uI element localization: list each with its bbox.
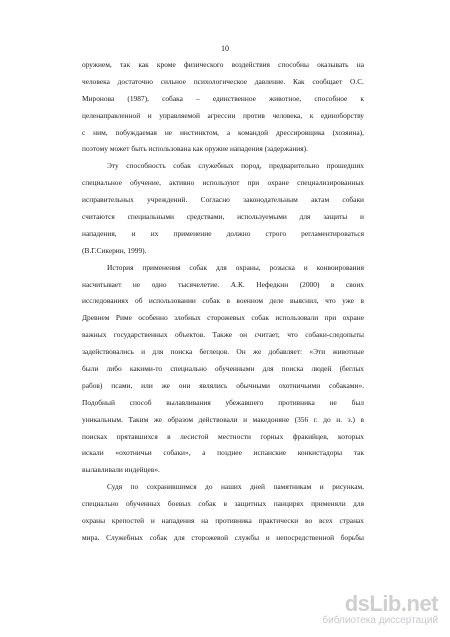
text-line: Древнем Риме особенно злобных сторожевых собак использовали при охране [82, 313, 364, 323]
text-line: нападения, и их применение должно строго регламентироваться [82, 228, 364, 238]
paragraph-4 [82, 479, 364, 547]
text-line: специально обученных боевых собак в защитных панцирях применяли для [82, 499, 364, 509]
text-line: Судя по сохранившимся до наших дней памятникам и рисункам, [107, 482, 364, 492]
text-line: оружием, так как кроме физического воздействия способны оказывать на [82, 60, 364, 69]
text-line: История применения собак для охраны, розыска и конвоирования [107, 262, 364, 272]
text-line: Эту способность собак служебных пород, предварительно прошедших [107, 161, 364, 171]
text-line: с ним, побуждаемая не инстинктом, а командой дрессировщика (хозяина), [82, 127, 364, 137]
text-line: задействовались и для поиска беглецов. Он же добавляет: «Эти животные [82, 347, 364, 357]
text-line: мира. Служебных собак для сторожевой службы и непосредственной борьбы [82, 532, 364, 542]
watermark-logo-dot: . [400, 591, 407, 616]
watermark-logo-main: dsLib [344, 591, 401, 616]
dslib-watermark [318, 593, 438, 629]
text-line: Подобный способ вылавливания убежавшего противника не был [82, 397, 364, 407]
watermark-logo [345, 593, 438, 615]
text-line: Миронова (1987), собака – единственное животное, способное к [82, 93, 364, 103]
text-line: поисках прятавшихся в лесистой местности горных фракийцев, которых [82, 431, 364, 441]
text-line: вылавливали индейцев». [82, 465, 160, 475]
paragraph-1 [82, 57, 364, 158]
text-line: важных государственных объектов. Также он считает, что собаки-следопыты [82, 330, 364, 340]
text-line: считаются специальными средствами, используемыми для защиты и [82, 212, 364, 222]
text-line: исправительных учреждений. Согласно законодательным актам собаки [82, 195, 364, 205]
text-line: (В.Г.Сикерин, 1999). [82, 245, 147, 255]
watermark-logo-tld: net [406, 591, 438, 616]
paragraph-2 [82, 158, 364, 259]
text-line: насчитывает не одно тысячелетие. А.К. Нефедкин (2000) в своих [82, 279, 364, 289]
text-line: человека достаточно сильное психологическое давление. Как сообщает О.С. [82, 76, 364, 86]
text-line: искали «охотничьи собаки», а позднее испанские конкистадоры так [82, 448, 364, 458]
text-line: были либо какими-то специально обученными для поиска людей (беглых [82, 364, 364, 374]
text-line: исследованиях об использовании собак в военном деле выяснил, что уже в [82, 296, 364, 306]
text-line: специальное обучение, активно используют при охране специализированных [82, 178, 364, 188]
page-number: 10 [221, 44, 229, 53]
text-line: охраны крепостей и нападения на противника практически во всех странах [82, 516, 364, 526]
paragraph-3 [82, 260, 364, 480]
text-line: уникальным. Таким же образом действовали и македоняне (356 г. до н. э.) в [82, 414, 364, 424]
document-body [82, 57, 364, 547]
watermark-tagline: библиотека диссертаций [322, 615, 438, 626]
text-line: поэтому может быть использована как оружие нападения (задержания). [82, 144, 308, 154]
text-line: целенаправленной и управляемой агрессии против человека, к единоборству [82, 110, 364, 120]
text-line: рабов) псами, или же они являлись обычными охотничьими собаками». [82, 380, 364, 390]
